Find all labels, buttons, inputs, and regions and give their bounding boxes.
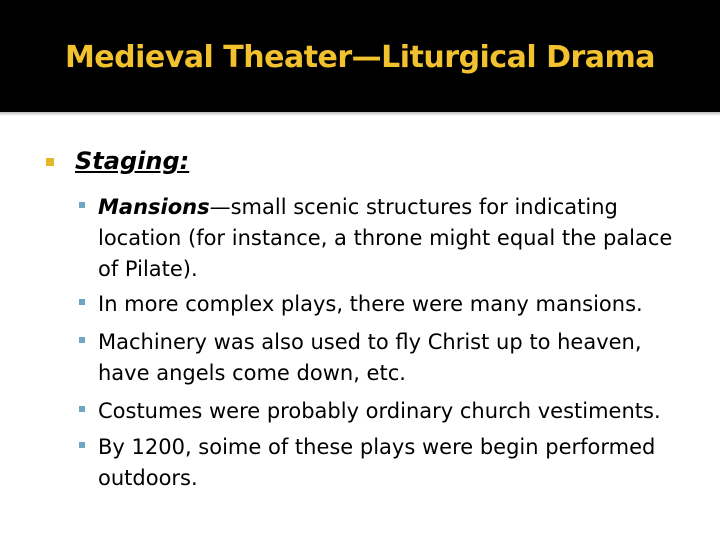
square-bullet-icon (79, 202, 85, 208)
list-item-text: Costumes were probably ordinary church vestiments. (98, 399, 661, 423)
term-mansions: Mansions (98, 195, 210, 219)
square-bullet-icon (79, 406, 85, 412)
square-bullet-icon (79, 442, 85, 448)
section-heading: Staging: (75, 147, 190, 175)
square-bullet-icon (46, 158, 54, 166)
slide-title: Medieval Theater—Liturgical Drama (64, 40, 656, 75)
list-item-text (98, 192, 688, 285)
list-item-text: Machinery was also used to fly Christ up to heaven, have angels come down, etc. (98, 330, 642, 385)
list-item-body: —small scenic structures for indicating location (for instance, a throne might equal the palace of Pilate). (98, 195, 673, 281)
square-bullet-icon (79, 337, 85, 343)
list-item-text: In more complex plays, there were many mansions. (98, 292, 643, 316)
square-bullet-icon (79, 299, 85, 305)
list-item-text: By 1200, soime of these plays were begin performed outdoors. (98, 435, 656, 490)
